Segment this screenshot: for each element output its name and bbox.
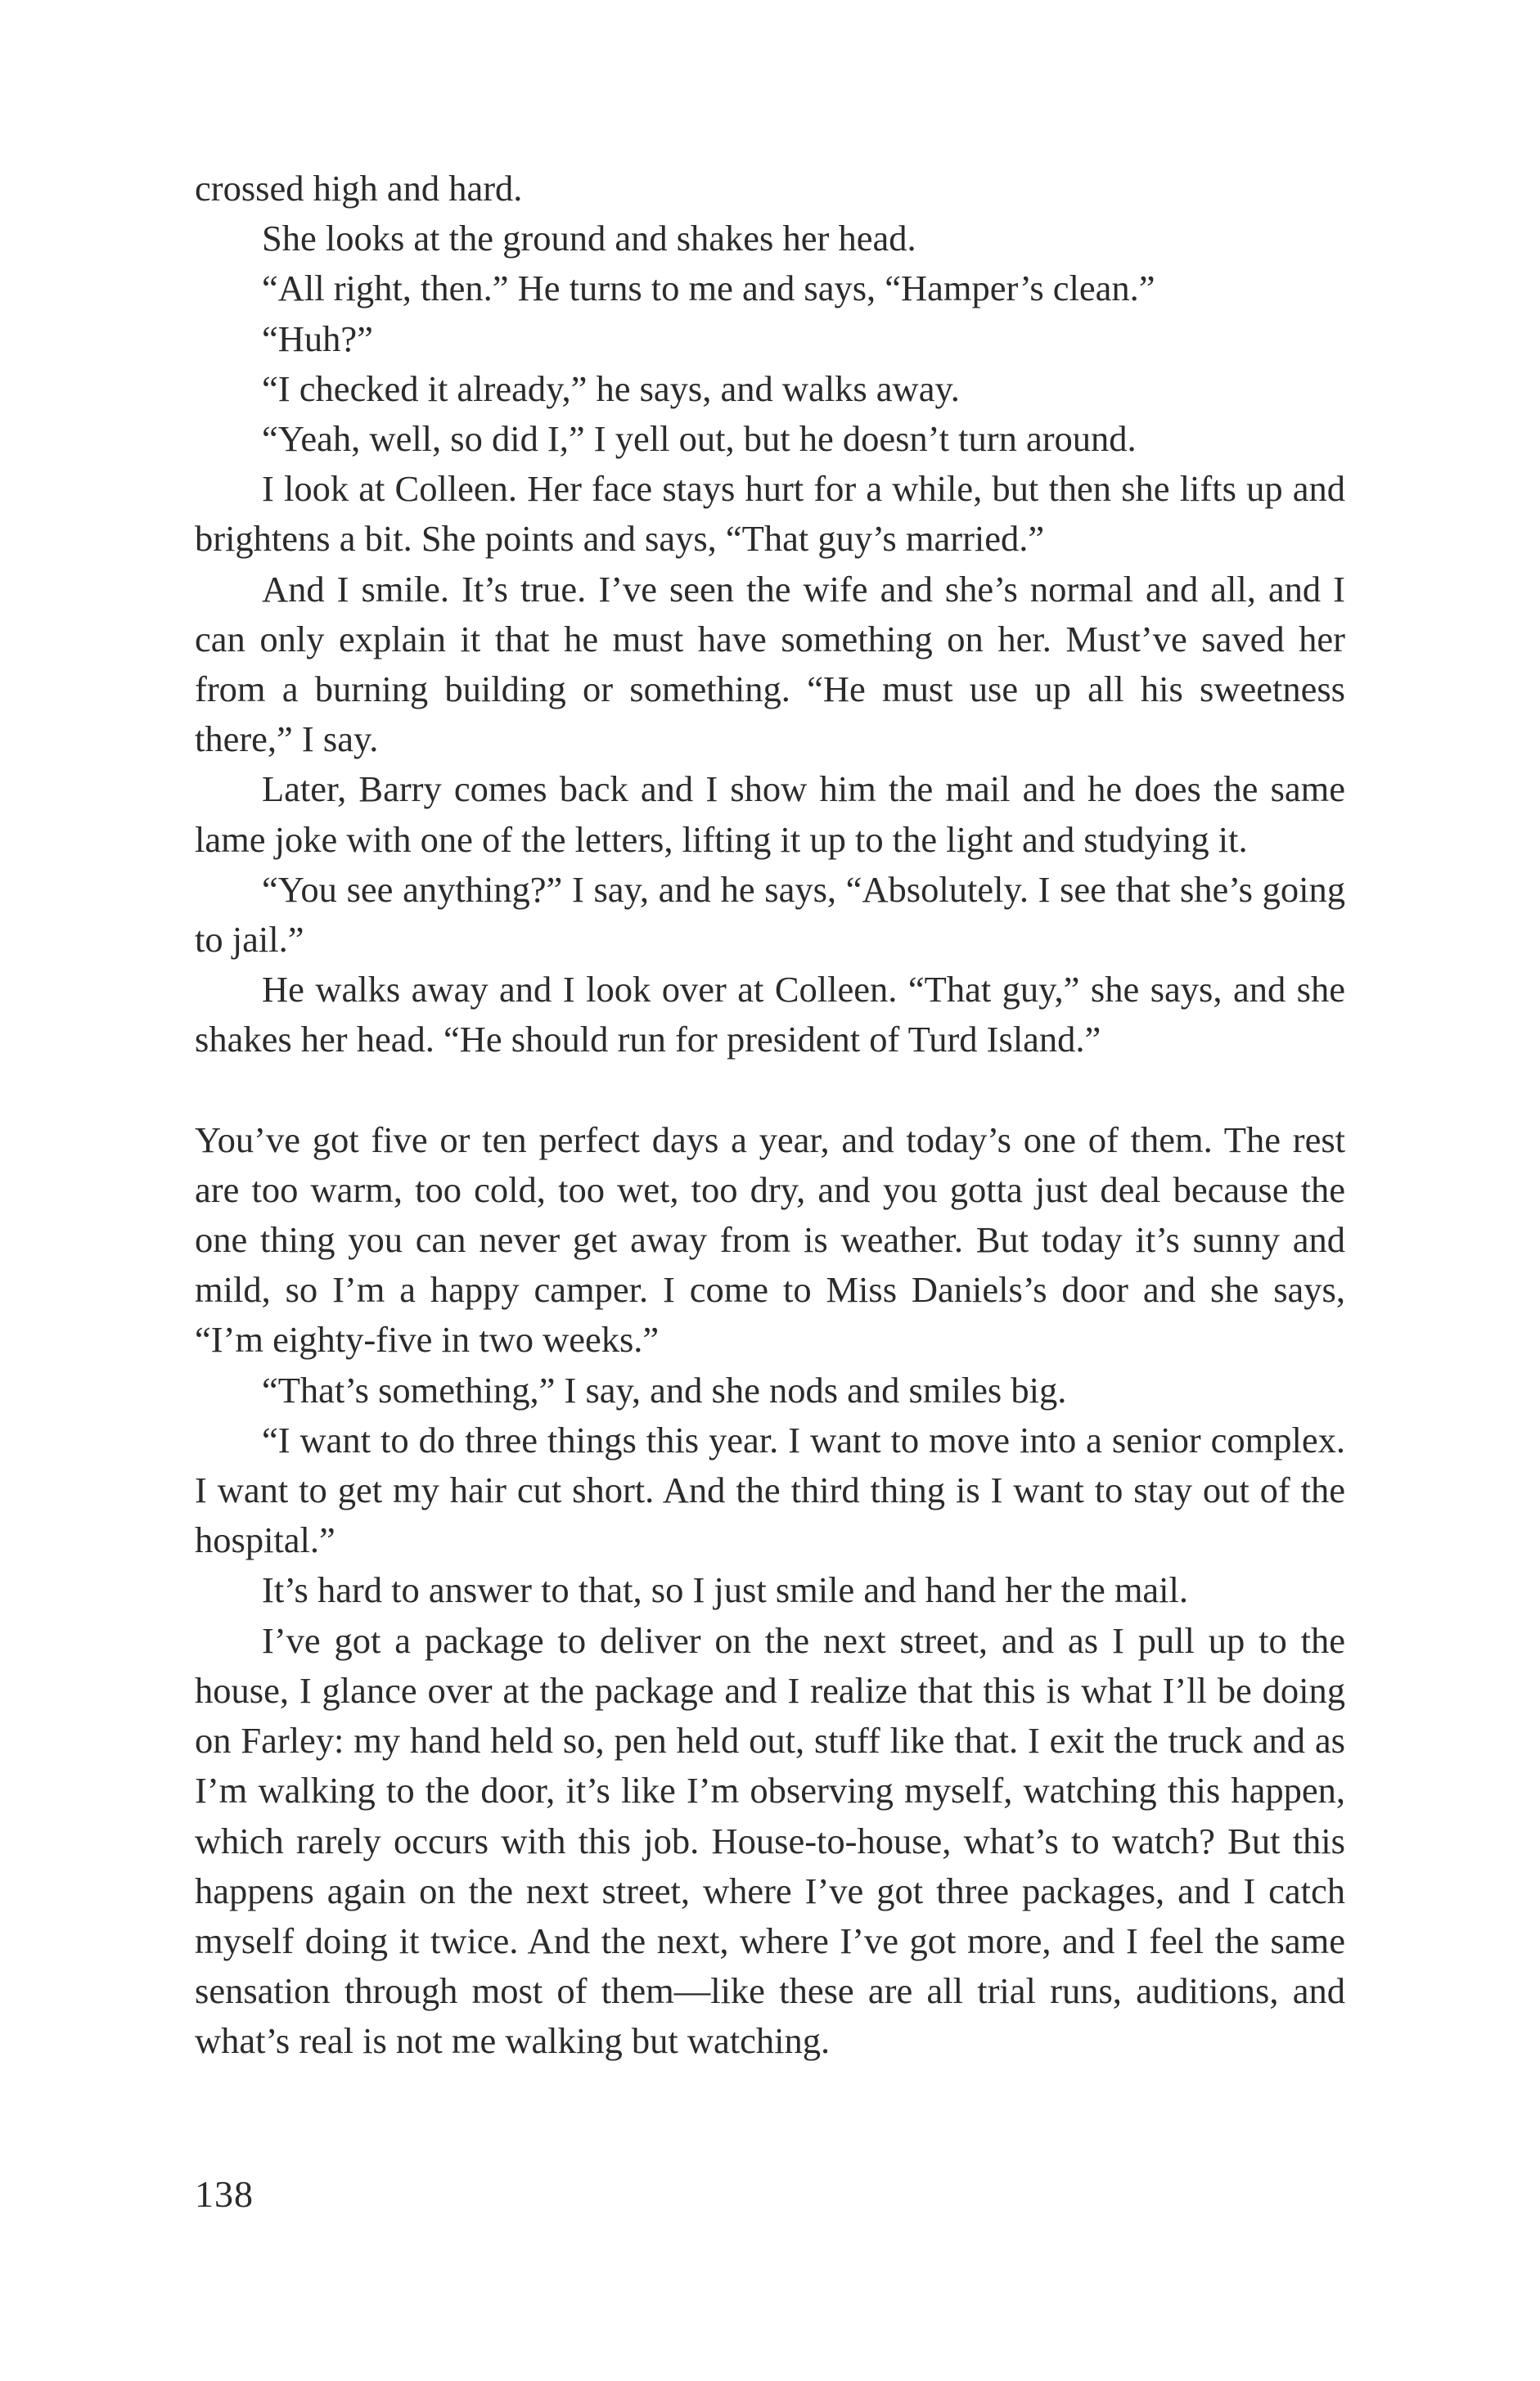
paragraph: She looks at the ground and shakes her head.: [262, 218, 916, 259]
paragraph: It’s hard to answer to that, so I just smile and hand her the mail.: [262, 1569, 1189, 1611]
page-number: 138: [195, 2173, 254, 2215]
section-one: [195, 164, 1345, 1065]
paragraph: “I want to do three things this year. I want to move into a senior complex. I want to get my hair cut short. And the third thing is I want to stay out of the hospital.”: [195, 1419, 1345, 1561]
paragraph: I look at Colleen. Her face stays hurt for a while, but then she lifts up and brightens a bit. She points and says, “That guy’s married.”: [195, 468, 1345, 560]
paragraph: He walks away and I look over at Colleen. “That guy,” she says, and she shakes her head. “He should run for president of Turd Island.”: [195, 969, 1345, 1060]
section-two: [195, 1115, 1345, 2067]
paragraph: Later, Barry comes back and I show him the mail and he does the same lame joke with one of the letters, lifting it up to the light and studying it.: [195, 768, 1345, 860]
paragraph: “All right, then.” He turns to me and says, “Hamper’s clean.”: [262, 268, 1155, 309]
paragraph: I’ve got a package to deliver on the next street, and as I pull up to the house, I glance over at the package and I realize that this is what I’ll be doing on Farley: my hand held so, pen held out, stuff like that. I exit the truck and as I’m walking to the door, it’s like I’m observing myself, watching this happen, which rarely occurs with this job. House-to-house, what’s to watch? But this happens again on the next street, where I’ve got three packages, and I catch myself doing it twice. And the next, where I’ve got more, and I feel the same sensation through most of them—like these are all trial runs, auditions, and what’s real is not me walking but watching.: [195, 1619, 1345, 2062]
paragraph: “I checked it already,” he says, and walks away.: [262, 367, 960, 409]
page-body: [195, 164, 1345, 2067]
paragraph: You’ve got five or ten perfect days a year, and today’s one of them. The rest are too warm, too cold, too wet, too dry, and you gotta just deal because the one thing you can never get away from is weather. But today it’s sunny and mild, so I’m a happy camper. I come to Miss Daniels’s door and she says, “I’m eighty-five in two weeks.”: [195, 1118, 1345, 1361]
paragraph: “Huh?”: [262, 317, 373, 359]
paragraph: crossed high and hard.: [195, 168, 523, 209]
section-break: [195, 1065, 1345, 1115]
paragraph: “Yeah, well, so did I,” I yell out, but he doesn’t turn around.: [262, 418, 1137, 460]
paragraph: And I smile. It’s true. I’ve seen the wife and she’s normal and all, and I can only explain it that he must have something on her. Must’ve saved her from a burning building or something. “He must use up all his sweetness there,” I say.: [195, 568, 1345, 760]
paragraph: “You see anything?” I say, and he says, “Absolutely. I see that she’s going to jail.”: [195, 868, 1345, 961]
paragraph: “That’s something,” I say, and she nods and smiles big.: [262, 1369, 1067, 1411]
